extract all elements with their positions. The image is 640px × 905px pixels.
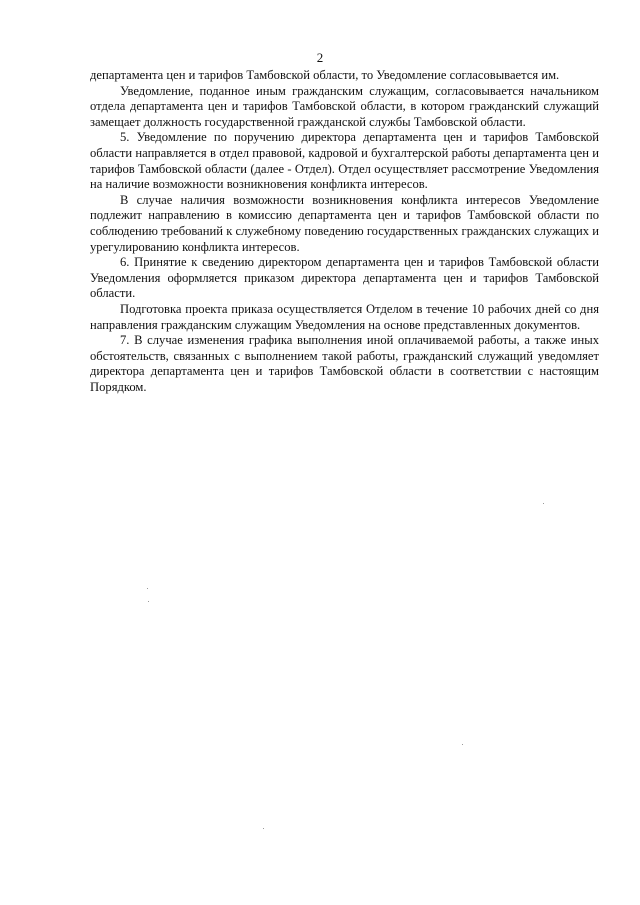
scan-speck — [543, 503, 544, 504]
scan-speck — [147, 588, 148, 589]
paragraph-order-preparation: Подготовка проекта приказа осуществляется Отделом в течение 10 рабочих дней со дня направления гражданским служащим Уведомления на основе представленных документов. — [90, 301, 599, 332]
scan-speck — [462, 744, 463, 745]
paragraph-conflict-of-interest: В случае наличия возможности возникновения конфликта интересов Уведомление подлежит направлению в комиссию департамента цен и тарифов Тамбовской области по соблюдению требований к служебному поведению государственных гражданских служащих и урегулированию конфликта интересов. — [90, 192, 599, 254]
paragraph-item-5: 5. Уведомление по поручению директора департамента цен и тарифов Тамбовской области направляется в отдел правовой, кадровой и бухгалтерской работы департамента цен и тарифов Тамбовской области (далее - Отдел). Отдел осуществляет рассмотрение Уведомления на наличие возможности возникновения конфликта интересов. — [90, 130, 599, 192]
paragraph-approval: Уведомление, поданное иным гражданским служащим, согласовывается начальником отдела департамента цен и тарифов Тамбовской области, в котором гражданский служащий замещает должность государственной гражданской службы Тамбовской области. — [90, 83, 599, 129]
paragraph-continuation: департамента цен и тарифов Тамбовской области, то Уведомление согласовывается им. — [90, 68, 560, 82]
paragraph-item-7: 7. В случае изменения графика выполнения иной оплачиваемой работы, а также иных обстоятельств, связанных с выполнением такой работы, гражданский служащий уведомляет директора департамента цен и тарифов Тамбовской области в соответствии с настоящим Порядком. — [90, 333, 599, 394]
scan-speck — [263, 828, 264, 829]
document-body — [90, 68, 599, 395]
scan-speck — [148, 601, 149, 602]
paragraph-item-6: 6. Принятие к сведению директором департамента цен и тарифов Тамбовской области Уведомления оформляется приказом директора департамента цен и тарифов Тамбовской области. — [90, 255, 599, 301]
page-number: 2 — [316, 50, 324, 65]
